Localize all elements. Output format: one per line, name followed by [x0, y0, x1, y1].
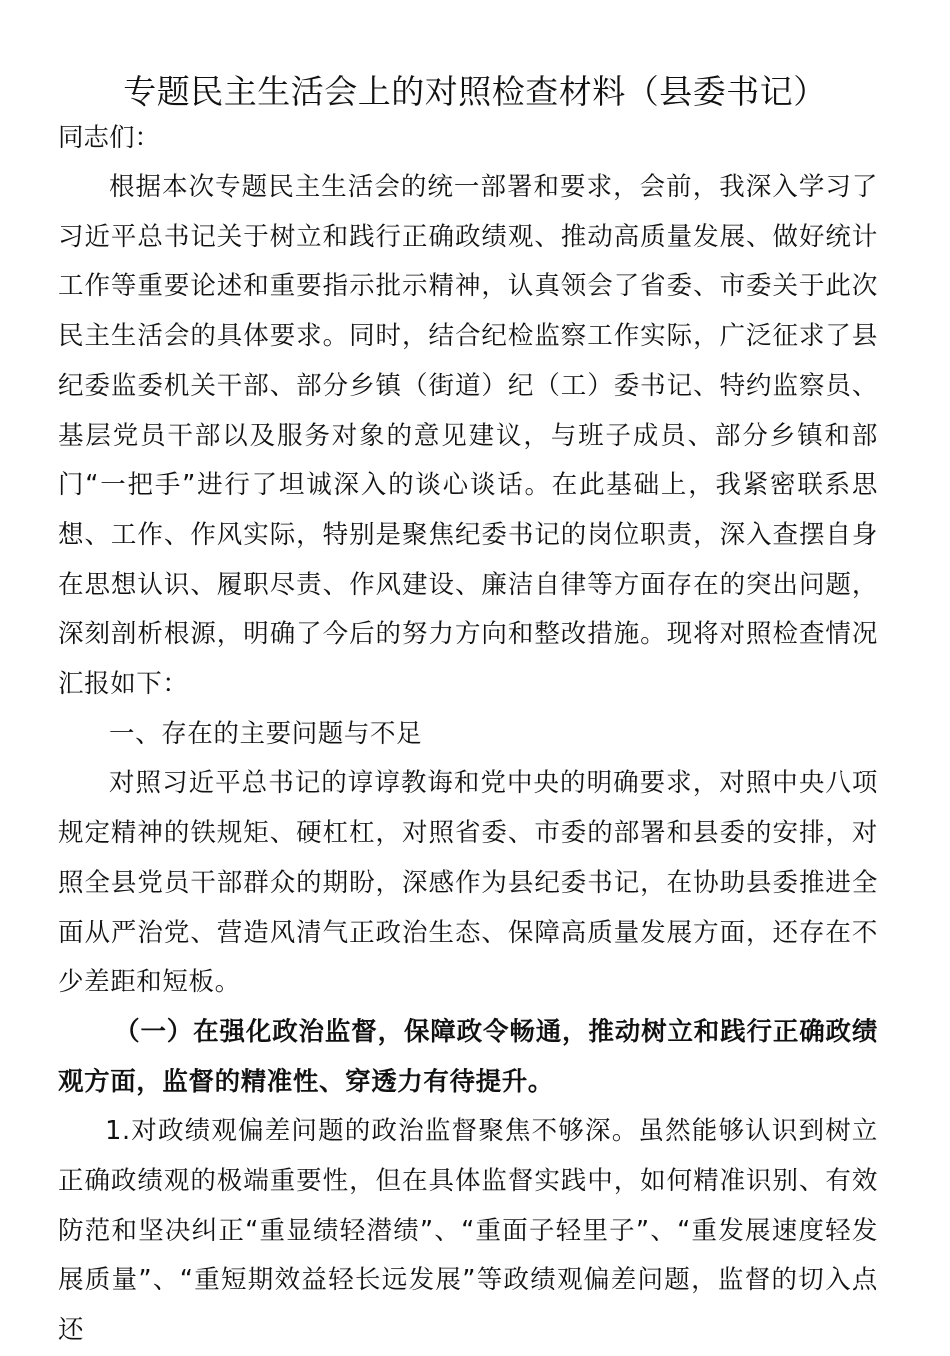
document-body — [58, 163, 878, 1356]
item-paragraph-1: 1.对政绩观偏差问题的政治监督聚焦不够深。虽然能够认识到树立正确政绩观的极端重要性，但在具体监督实践中，如何精准识别、有效防范和坚决纠正“重显绩轻潜绩”、“重面子轻里子”、“重发展速度轻发展质量”、“重短期效益轻长远发展”等政绩观偏差问题，监督的切入点还 — [58, 1116, 878, 1346]
document-title: 专题民主生活会上的对照检查材料（县委书记） — [123, 72, 827, 111]
overview-paragraph: 对照习近平总书记的谆谆教诲和党中央的明确要求，对照中央八项规定精神的铁规矩、硬杠杠，对照省委、市委的部署和县委的安排，对照全县党员干部群众的期盼，深感作为县纪委书记，在协助县委推进全面从严治党、营造风清气正政治生态、保障高质量发展方面，还存在不少差距和短板。 — [58, 768, 878, 998]
salutation: 同志们： — [58, 123, 161, 153]
intro-paragraph: 根据本次专题民主生活会的统一部署和要求，会前，我深入学习了习近平总书记关于树立和践行正确政绩观、推动高质量发展、做好统计工作等重要论述和重要指示批示精神，认真领会了省委、市委关于此次民主生活会的具体要求。同时，结合纪检监察工作实际，广泛征求了县纪委监委机关干部、部分乡镇（街道）纪（工）委书记、特约监察员、基层党员干部以及服务对象的意见建议，与班子成员、部分乡镇和部门“一把手”进行了坦诚深入的谈心谈话。在此基础上，我紧密联系思想、工作、作风实际，特别是聚焦纪委书记的岗位职责，深入查摆自身在思想认识、履职尽责、作风建设、廉洁自律等方面存在的突出问题，深刻剖析根源，明确了今后的努力方向和整改措施。现将对照检查情况汇报如下： — [58, 172, 878, 700]
section-heading: 一、存在的主要问题与不足 — [109, 718, 423, 749]
subsection-heading: （一）在强化政治监督，保障政令畅通，推动树立和践行正确政绩观方面，监督的精准性、穿透力有待提升。 — [58, 1016, 878, 1097]
